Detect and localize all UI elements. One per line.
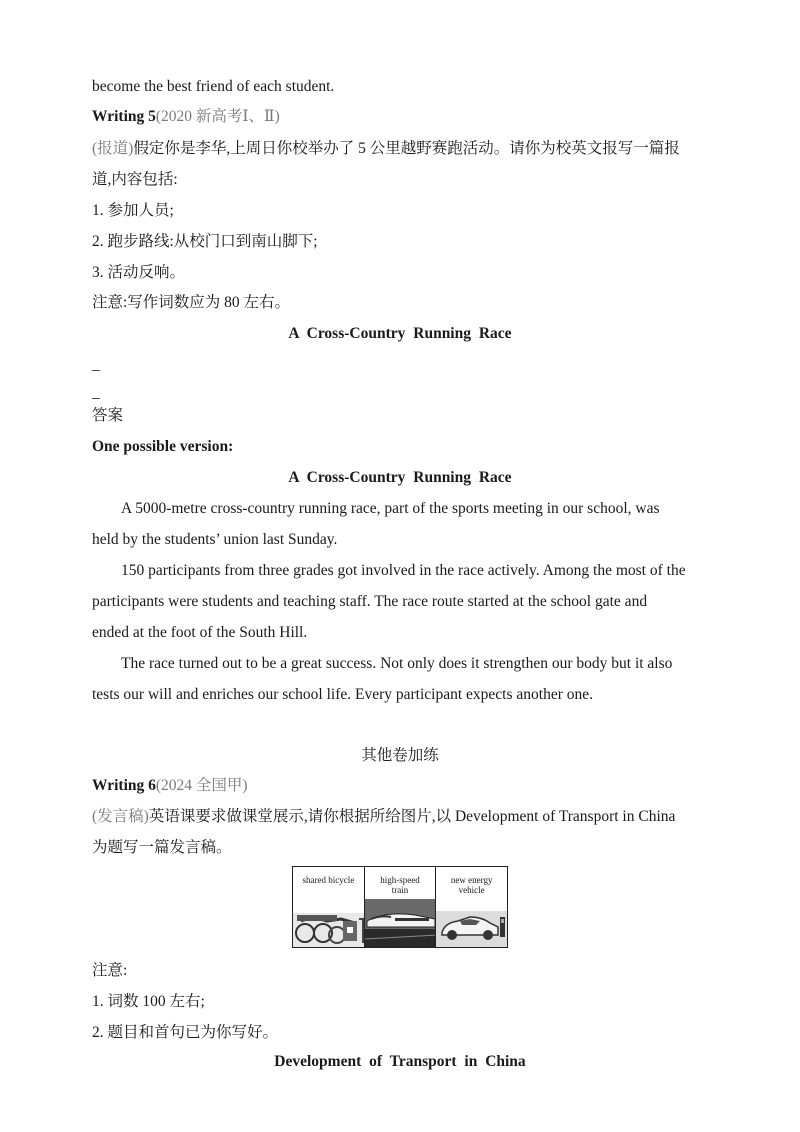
answer-heading: 答案: [92, 407, 124, 424]
answer-blank-line: _: [92, 356, 100, 373]
writing6-prompt-text: 英语课要求做课堂展示,请你根据所给图片,以 Development of Transport in China: [148, 808, 676, 825]
figure-panel-shared-bicycle: [293, 867, 365, 947]
paragraph-line: 150 participants from three grades got involved in the race actively. Among the most of the: [121, 562, 686, 579]
answer-paragraph-2: [92, 555, 708, 648]
paragraph-line: ended at the foot of the South Hill.: [92, 624, 308, 641]
writing5-item-3: 3. 活动反响。: [92, 264, 186, 281]
figure-panel-high-speed-train: [365, 867, 437, 947]
writing5-label: Writing 5: [92, 108, 156, 125]
writing6-item-2: 2. 题目和首句已为你写好。: [92, 1024, 279, 1041]
bicycle-illustration: [293, 891, 365, 947]
train-illustration: [365, 891, 437, 947]
writing5-prompt-line1: [92, 139, 680, 159]
continuation-line: become the best friend of each student.: [92, 78, 335, 95]
figure-label: shared bicycle: [302, 875, 355, 885]
writing5-item-1: 1. 参加人员;: [92, 202, 174, 219]
writing5-title: A Cross-Country Running Race: [288, 325, 512, 342]
writing6-item-1: 1. 词数 100 左右;: [92, 993, 205, 1010]
figure-label: high-speed train: [380, 875, 420, 895]
writing6-prompt-line1: [92, 807, 675, 827]
writing6-prompt-line2: 为题写一篇发言稿。: [92, 839, 232, 856]
paragraph-line: held by the students’ union last Sunday.: [92, 531, 338, 548]
answer-blank-line: _: [92, 384, 100, 401]
writing5-note: 注意:写作词数应为 80 左右。: [92, 294, 291, 311]
writing6-genre: (发言稿): [92, 808, 149, 825]
writing5-source: (2020 新高考Ⅰ、Ⅱ): [155, 108, 280, 125]
writing5-header: [92, 107, 280, 127]
paragraph-line: The race turned out to be a great success. Not only does it strengthen our body but it also: [121, 655, 673, 672]
answer-paragraph-3: [92, 648, 708, 710]
answer-paragraph-1: [92, 493, 708, 555]
section-heading: 其他卷加练: [361, 747, 439, 764]
writing5-item-2: 2. 跑步路线:从校门口到南山脚下;: [92, 233, 318, 250]
writing6-title: Development of Transport in China: [274, 1053, 526, 1070]
paragraph-line: participants were students and teaching staff. The race route started at the school gate and: [92, 593, 648, 610]
writing5-genre: (报道): [92, 140, 134, 157]
transport-figure: [292, 866, 508, 948]
paragraph-line: tests our will and enriches our school life. Every participant expects another one.: [92, 686, 594, 703]
writing5-prompt-text: 假定你是李华,上周日你校举办了 5 公里越野赛跑活动。请你为校英文报写一篇报: [133, 140, 680, 157]
paragraph-line: A 5000-metre cross-country running race, part of the sports meeting in our school, was: [121, 500, 660, 517]
car-illustration: [436, 891, 507, 947]
writing5-prompt-line2: 道,内容包括:: [92, 171, 178, 188]
writing6-label: Writing 6: [92, 777, 156, 794]
writing6-header: [92, 776, 248, 796]
figure-panel-new-energy-vehicle: [436, 867, 507, 947]
answer-title: A Cross-Country Running Race: [288, 469, 512, 486]
figure-label: new energy vehicle: [450, 875, 493, 895]
writing6-note-heading: 注意:: [92, 962, 128, 979]
answer-version-label: One possible version:: [92, 438, 234, 455]
writing6-source: (2024 全国甲): [155, 777, 248, 794]
